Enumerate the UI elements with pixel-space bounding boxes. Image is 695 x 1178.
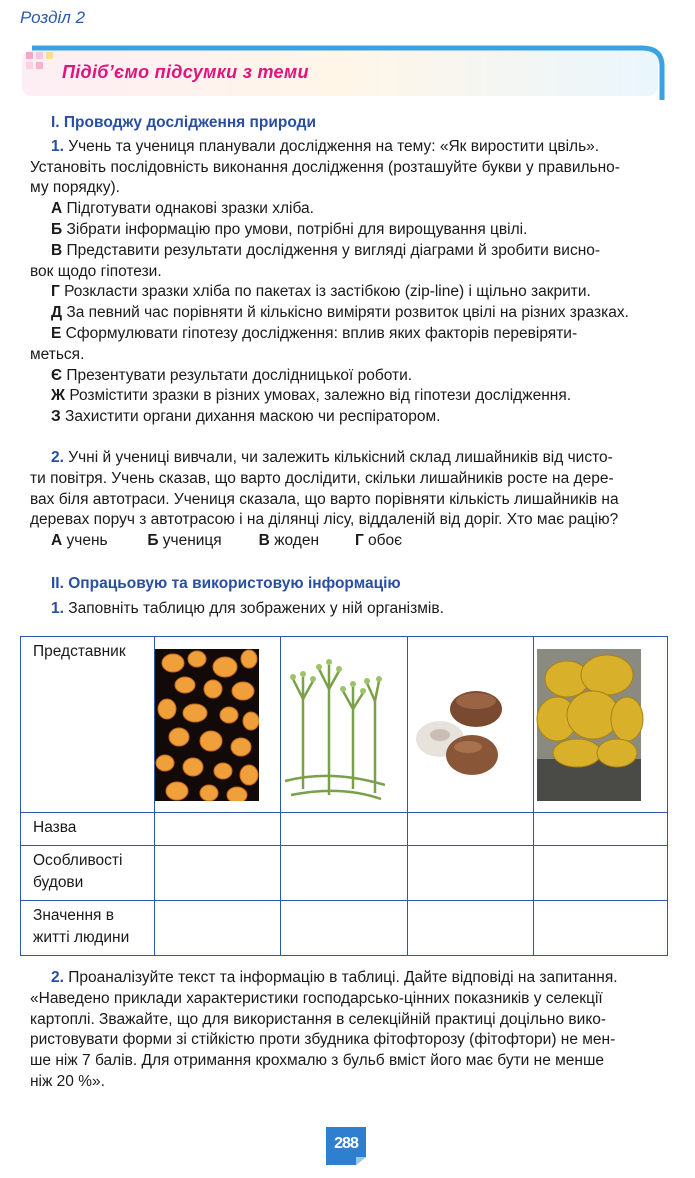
step-b: Б Зібрати інформацію про умови, потрібні для вирощування цвілі.: [51, 220, 528, 238]
q2-line4: деревах поруч з автотрасою і на ділянці лісу, віддаленій від доріг. Хто має рацію?: [30, 511, 619, 529]
step-e-cont: меться.: [30, 345, 85, 363]
q1-intro-b: Установіть послідовність виконання дослідження (розташуйте букви у правильно-: [30, 158, 620, 176]
step-a: А Підготувати однакові зразки хліба.: [51, 200, 314, 218]
row-label: Особливості будови: [21, 846, 155, 901]
part2-heading: ІІ. Опрацьовую та використовую інформацію: [51, 574, 401, 592]
q3-line3: картоплі. Зважайте, що для використання в селекційній практиці доцільно вико-: [30, 1010, 607, 1028]
answer-cell[interactable]: [407, 813, 533, 846]
organism-cell-yeast: [155, 637, 281, 813]
page-number: 288: [334, 1135, 358, 1152]
exercise-content: [30, 110, 670, 620]
step-ye: Є Презентувати результати дослідницької роботи.: [51, 366, 413, 384]
organism-cell-mold: [281, 637, 407, 813]
q2-options: А учень Б учениця В жоден Г обоє: [51, 532, 403, 550]
mushroom-image: [408, 649, 512, 801]
answer-cell[interactable]: [407, 901, 533, 956]
answer-cell[interactable]: [281, 813, 407, 846]
q3-line5: ше ніж 7 балів. Для отримання крохмалю з бульб вміст його має бути не менше: [30, 1052, 605, 1070]
q1-intro: 1. Учень та учениця планували дослідження на тему: «Як виростити цвіль».: [51, 137, 600, 155]
answer-cell[interactable]: [281, 901, 407, 956]
step-v: В Представити результати дослідження у вигляді діаграми й зробити висно-: [51, 241, 601, 259]
answer-cell[interactable]: [534, 846, 668, 901]
organism-cell-lichen: [534, 637, 668, 813]
step-e: Е Сформулювати гіпотезу дослідження: вплив яких факторів перевіряти-: [51, 324, 578, 342]
q2-line3: вах біля автотраси. Учениця сказала, що варто порівняти кількість лишайників на: [30, 490, 619, 508]
organism-cell-mushroom: [407, 637, 533, 813]
answer-cell[interactable]: [534, 813, 668, 846]
organisms-table: [20, 636, 668, 956]
step-v-cont: вок щодо гіпотези.: [30, 262, 162, 280]
section-label: Розділ 2: [20, 8, 86, 27]
step-z: З Захистити органи дихання маскою чи респіратором.: [51, 408, 441, 426]
banner-title: Підіб’ємо підсумки з теми: [62, 62, 309, 82]
table-row: [21, 846, 668, 901]
answer-cell[interactable]: [155, 813, 281, 846]
table-row: [21, 901, 668, 956]
q3-line6: ніж 20 %».: [30, 1072, 105, 1090]
part1-heading: І. Проводжу дослідження природи: [51, 114, 316, 131]
table-row: [21, 637, 668, 813]
q3-line2: «Наведено приклади характеристики господарсько-цінних показників у селекції: [30, 989, 603, 1007]
q1-intro-c: му порядку).: [30, 179, 120, 197]
q2-line2: ти повітря. Учень сказав, що варто дослідити, скільки лишайників росте на дере-: [30, 469, 614, 487]
step-d: Д За певний час порівняти й кількісно виміряти розвиток цвілі на різних зразках.: [51, 304, 629, 322]
q3-line4: ристовувати форми зі стійкістю проти збудника фітофторозу (фітофтори) не мен-: [30, 1031, 616, 1049]
step-zh: Ж Розмістити зразки в різних умовах, залежно від гіпотези дослідження.: [51, 387, 572, 405]
answer-cell[interactable]: [155, 901, 281, 956]
step-g: Г Розкласти зразки хліба по пакетах із застібкою (zip-line) і щільно закрити.: [51, 283, 591, 301]
answer-cell[interactable]: [281, 846, 407, 901]
q2-line1: 2. Учні й учениці вивчали, чи залежить кількісний склад лишайників від чисто-: [51, 448, 613, 466]
q3-line1: 2. Проаналізуйте текст та інформацію в таблиці. Дайте відповіді на запитання.: [51, 969, 618, 986]
answer-cell[interactable]: [155, 846, 281, 901]
row-label: Значення в житті людини: [21, 901, 155, 956]
mold-image: [281, 649, 385, 801]
answer-cell[interactable]: [534, 901, 668, 956]
lichen-image: [534, 649, 644, 801]
table-task: 1. Заповніть таблицю для зображених у ній організмів.: [51, 599, 444, 617]
analysis-task: [30, 968, 670, 1093]
page-number-badge: [324, 1125, 368, 1167]
yeast-image: [155, 649, 259, 801]
row-label: Представник: [21, 637, 155, 813]
answer-cell[interactable]: [407, 846, 533, 901]
row-label: Назва: [21, 813, 155, 846]
table-row: [21, 813, 668, 846]
